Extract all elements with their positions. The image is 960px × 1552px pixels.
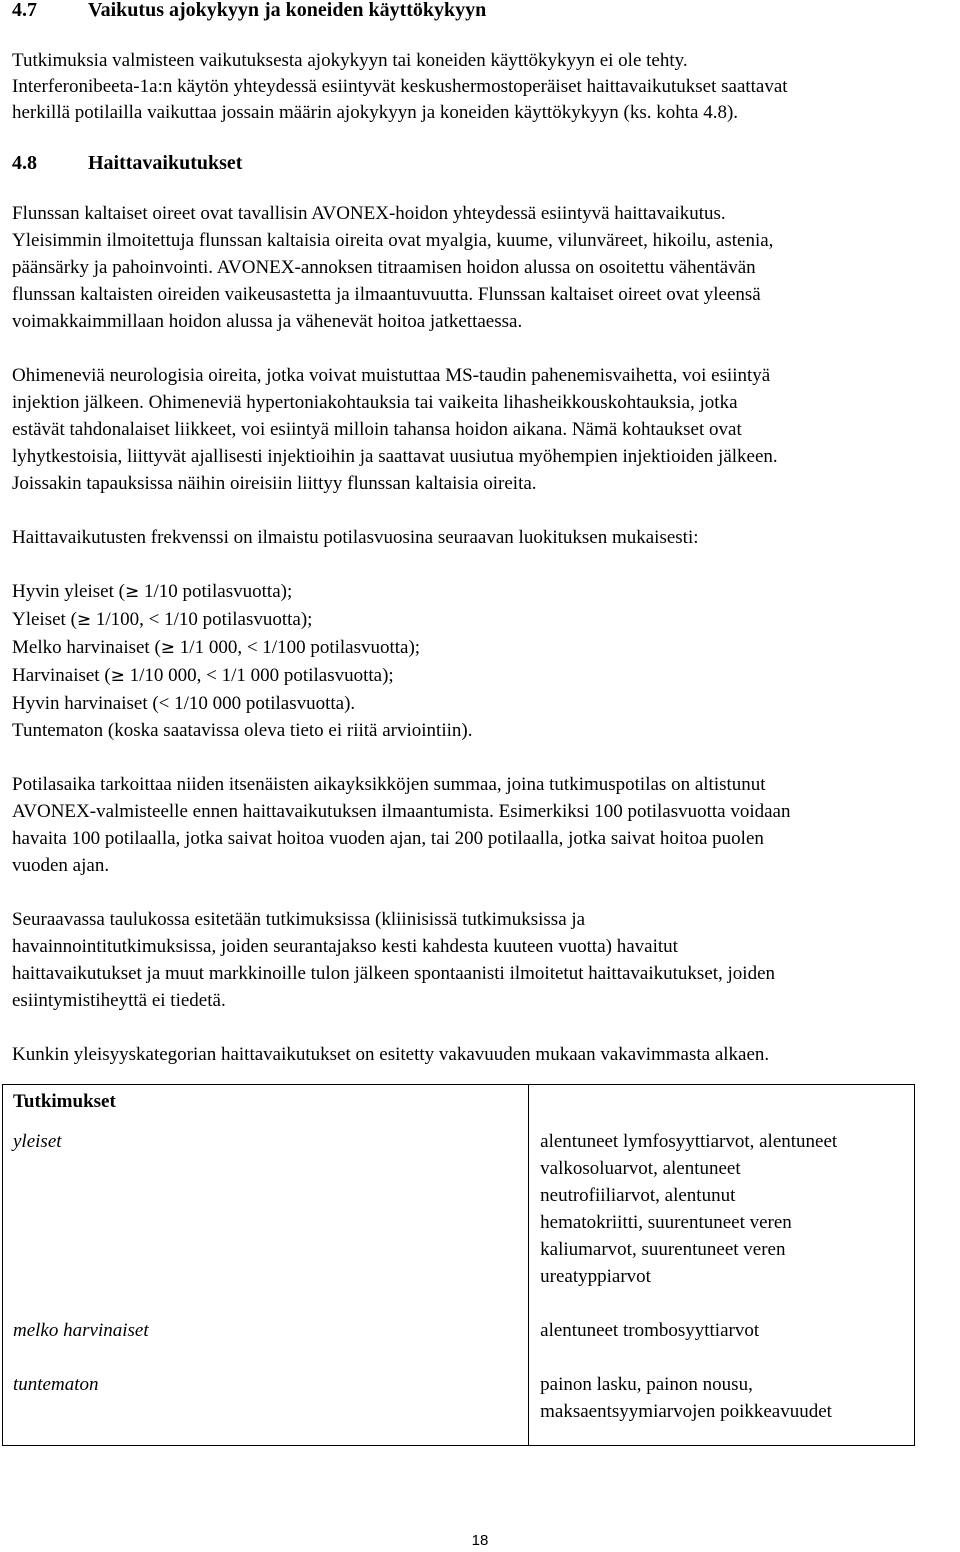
category-cell [13, 1371, 518, 1445]
section-4-8-heading [12, 151, 957, 175]
paragraph [12, 48, 957, 126]
text-line: haittavaikutukset ja muut markkinoille tulon jälkeen spontaanisti ilmoitetut haittavaikutukset, joiden [12, 963, 776, 984]
table-cell [529, 1085, 915, 1446]
adverse-reactions-table [2, 1084, 915, 1446]
paragraph [12, 362, 957, 497]
frequency-category: tuntematon [13, 1374, 99, 1395]
list-item: Hyvin yleiset (≥ 1/10 potilasvuotta); [12, 581, 293, 602]
text-line: flunssan kaltaisten oireiden vaikeusastetta ja ilmaantuvuutta. Flunssan kaltaiset oireet ovat yleensä [12, 284, 761, 305]
text-line: päänsärky ja pahoinvointi. AVONEX-annoksen titraamisen hoidon alussa on osoitettu vähentävän [12, 257, 756, 278]
section-number: 4.7 [12, 0, 37, 21]
effect-line: valkosoluarvot, alentuneet [540, 1158, 741, 1179]
table-row [3, 1085, 915, 1446]
table-section-header: Tutkimukset [13, 1091, 116, 1112]
paragraph [12, 906, 957, 1014]
frequency-list [12, 578, 957, 744]
text-line: Potilasaika tarkoittaa niiden itsenäisten aikayksikköjen summaa, joina tutkimuspotilas on altistunut [12, 774, 766, 795]
greater-equal-symbol: ≥ [160, 638, 176, 658]
effect-line: neutrofiiliarvot, alentunut [540, 1185, 736, 1206]
effect-line: kaliumarvot, suurentuneet veren [540, 1239, 786, 1260]
paragraph [12, 200, 957, 335]
text-line: herkillä potilailla vaikuttaa jossain määrin ajokykyyn ja koneiden käyttökykyyn (ks. kohta 4.8). [12, 102, 739, 123]
text-line: Joissakin tapauksissa näihin oireisiin liittyy flunssan kaltaisia oireita. [12, 473, 537, 494]
effects-cell [540, 1371, 904, 1445]
effect-line: ureatyppiarvot [540, 1266, 651, 1287]
section-title: Vaikutus ajokykyyn ja koneiden käyttökykyyn [88, 0, 487, 21]
greater-equal-symbol: ≥ [110, 666, 125, 686]
section-4-7-heading [12, 0, 957, 22]
effect-line: maksaentsyymiarvojen poikkeavuudet [540, 1401, 832, 1422]
list-item: Tuntematon (koska saatavissa oleva tieto ei riitä arviointiin). [12, 720, 473, 741]
effect-line: painon lasku, painon nousu, [540, 1374, 753, 1395]
list-item: Harvinaiset (≥ 1/10 000, < 1/1 000 potilasvuotta); [12, 665, 394, 686]
text-line: havaita 100 potilaalla, jotka saivat hoitoa vuoden ajan, tai 200 potilaalla, jotka saivat hoitoa puolen [12, 828, 764, 849]
text-line: esiintymistiheyttä ei tiedetä. [12, 990, 226, 1011]
paragraph [12, 771, 957, 879]
effect-line: alentuneet lymfosyyttiarvot, alentuneet [540, 1131, 838, 1152]
page-number: 18 [471, 1532, 489, 1549]
text-line: Yleisimmin ilmoitettuja flunssan kaltaisia oireita ovat myalgia, kuume, vilunväreet, hikoilu, astenia, [12, 230, 774, 251]
text-line: injektion jälkeen. Ohimeneviä hypertoniakohtauksia tai vaikeita lihasheikkouskohtauksia, jotka [12, 392, 738, 413]
category-cell [13, 1128, 518, 1317]
list-item: Yleiset (≥ 1/100, < 1/10 potilasvuotta); [12, 609, 313, 630]
text-line: Flunssan kaltaiset oireet ovat tavallisin AVONEX-hoidon yhteydessä esiintyvä haittavaikutus. [12, 203, 726, 224]
text-line: havainnointitutkimuksissa, joiden seurantajakso kesti kahdesta kuuteen vuotta) havaitut [12, 936, 678, 957]
list-item: Melko harvinaiset (≥ 1/1 000, < 1/100 potilasvuotta); [12, 637, 421, 658]
paragraph [12, 524, 957, 551]
text-line: Seuraavassa taulukossa esitetään tutkimuksissa (kliinisissä tutkimuksissa ja [12, 909, 586, 930]
text-line: estävät tahdonalaiset liikkeet, voi esiintyä milloin tahansa hoidon aikana. Nämä kohtaukset ovat [12, 419, 742, 440]
frequency-category: melko harvinaiset [13, 1320, 149, 1341]
text-line: Kunkin yleisyyskategorian haittavaikutukset on esitetty vakavuuden mukaan vakavimmasta alkaen. [12, 1044, 770, 1065]
text-line: AVONEX-valmisteelle ennen haittavaikutuksen ilmaantumista. Esimerkiksi 100 potilasvuotta voidaan [12, 801, 791, 822]
text-line: Ohimeneviä neurologisia oireita, jotka voivat muistuttaa MS-taudin pahenemisvaihetta, voi esiintyä [12, 365, 771, 386]
paragraph [12, 1041, 957, 1068]
effect-line: hematokriitti, suurentuneet veren [540, 1212, 792, 1233]
text-line: Interferonibeeta-1a:n käytön yhteydessä esiintyvät keskushermostoperäiset haittavaikutukset saattavat [12, 76, 788, 97]
text-line: voimakkaimmillaan hoidon alussa ja vähenevät hoitoa jatkettaessa. [12, 311, 523, 332]
greater-equal-symbol: ≥ [76, 610, 92, 630]
category-cell [13, 1317, 518, 1371]
effects-cell [540, 1128, 904, 1317]
text-line: Haittavaikutusten frekvenssi on ilmaistu potilasvuosina seuraavan luokituksen mukaisesti: [12, 527, 699, 548]
greater-equal-symbol: ≥ [124, 582, 140, 602]
effect-line: alentuneet trombosyyttiarvot [540, 1320, 760, 1341]
section-number: 4.8 [12, 152, 37, 174]
text-line: vuoden ajan. [12, 855, 110, 876]
text-line: Tutkimuksia valmisteen vaikutuksesta ajokykyyn tai koneiden käyttökykyyn ei ole tehty. [12, 50, 688, 71]
section-title: Haittavaikutukset [88, 152, 243, 174]
text-line: lyhytkestoisia, liittyvät ajallisesti injektioihin ja saattavat uusiutua myöhempien injektioiden jälkeen. [12, 446, 778, 467]
frequency-category: yleiset [13, 1131, 62, 1152]
effects-cell [540, 1317, 904, 1371]
list-item: Hyvin harvinaiset (< 1/10 000 potilasvuotta). [12, 693, 356, 714]
document-page [12, 0, 957, 1446]
table-cell [3, 1085, 529, 1446]
